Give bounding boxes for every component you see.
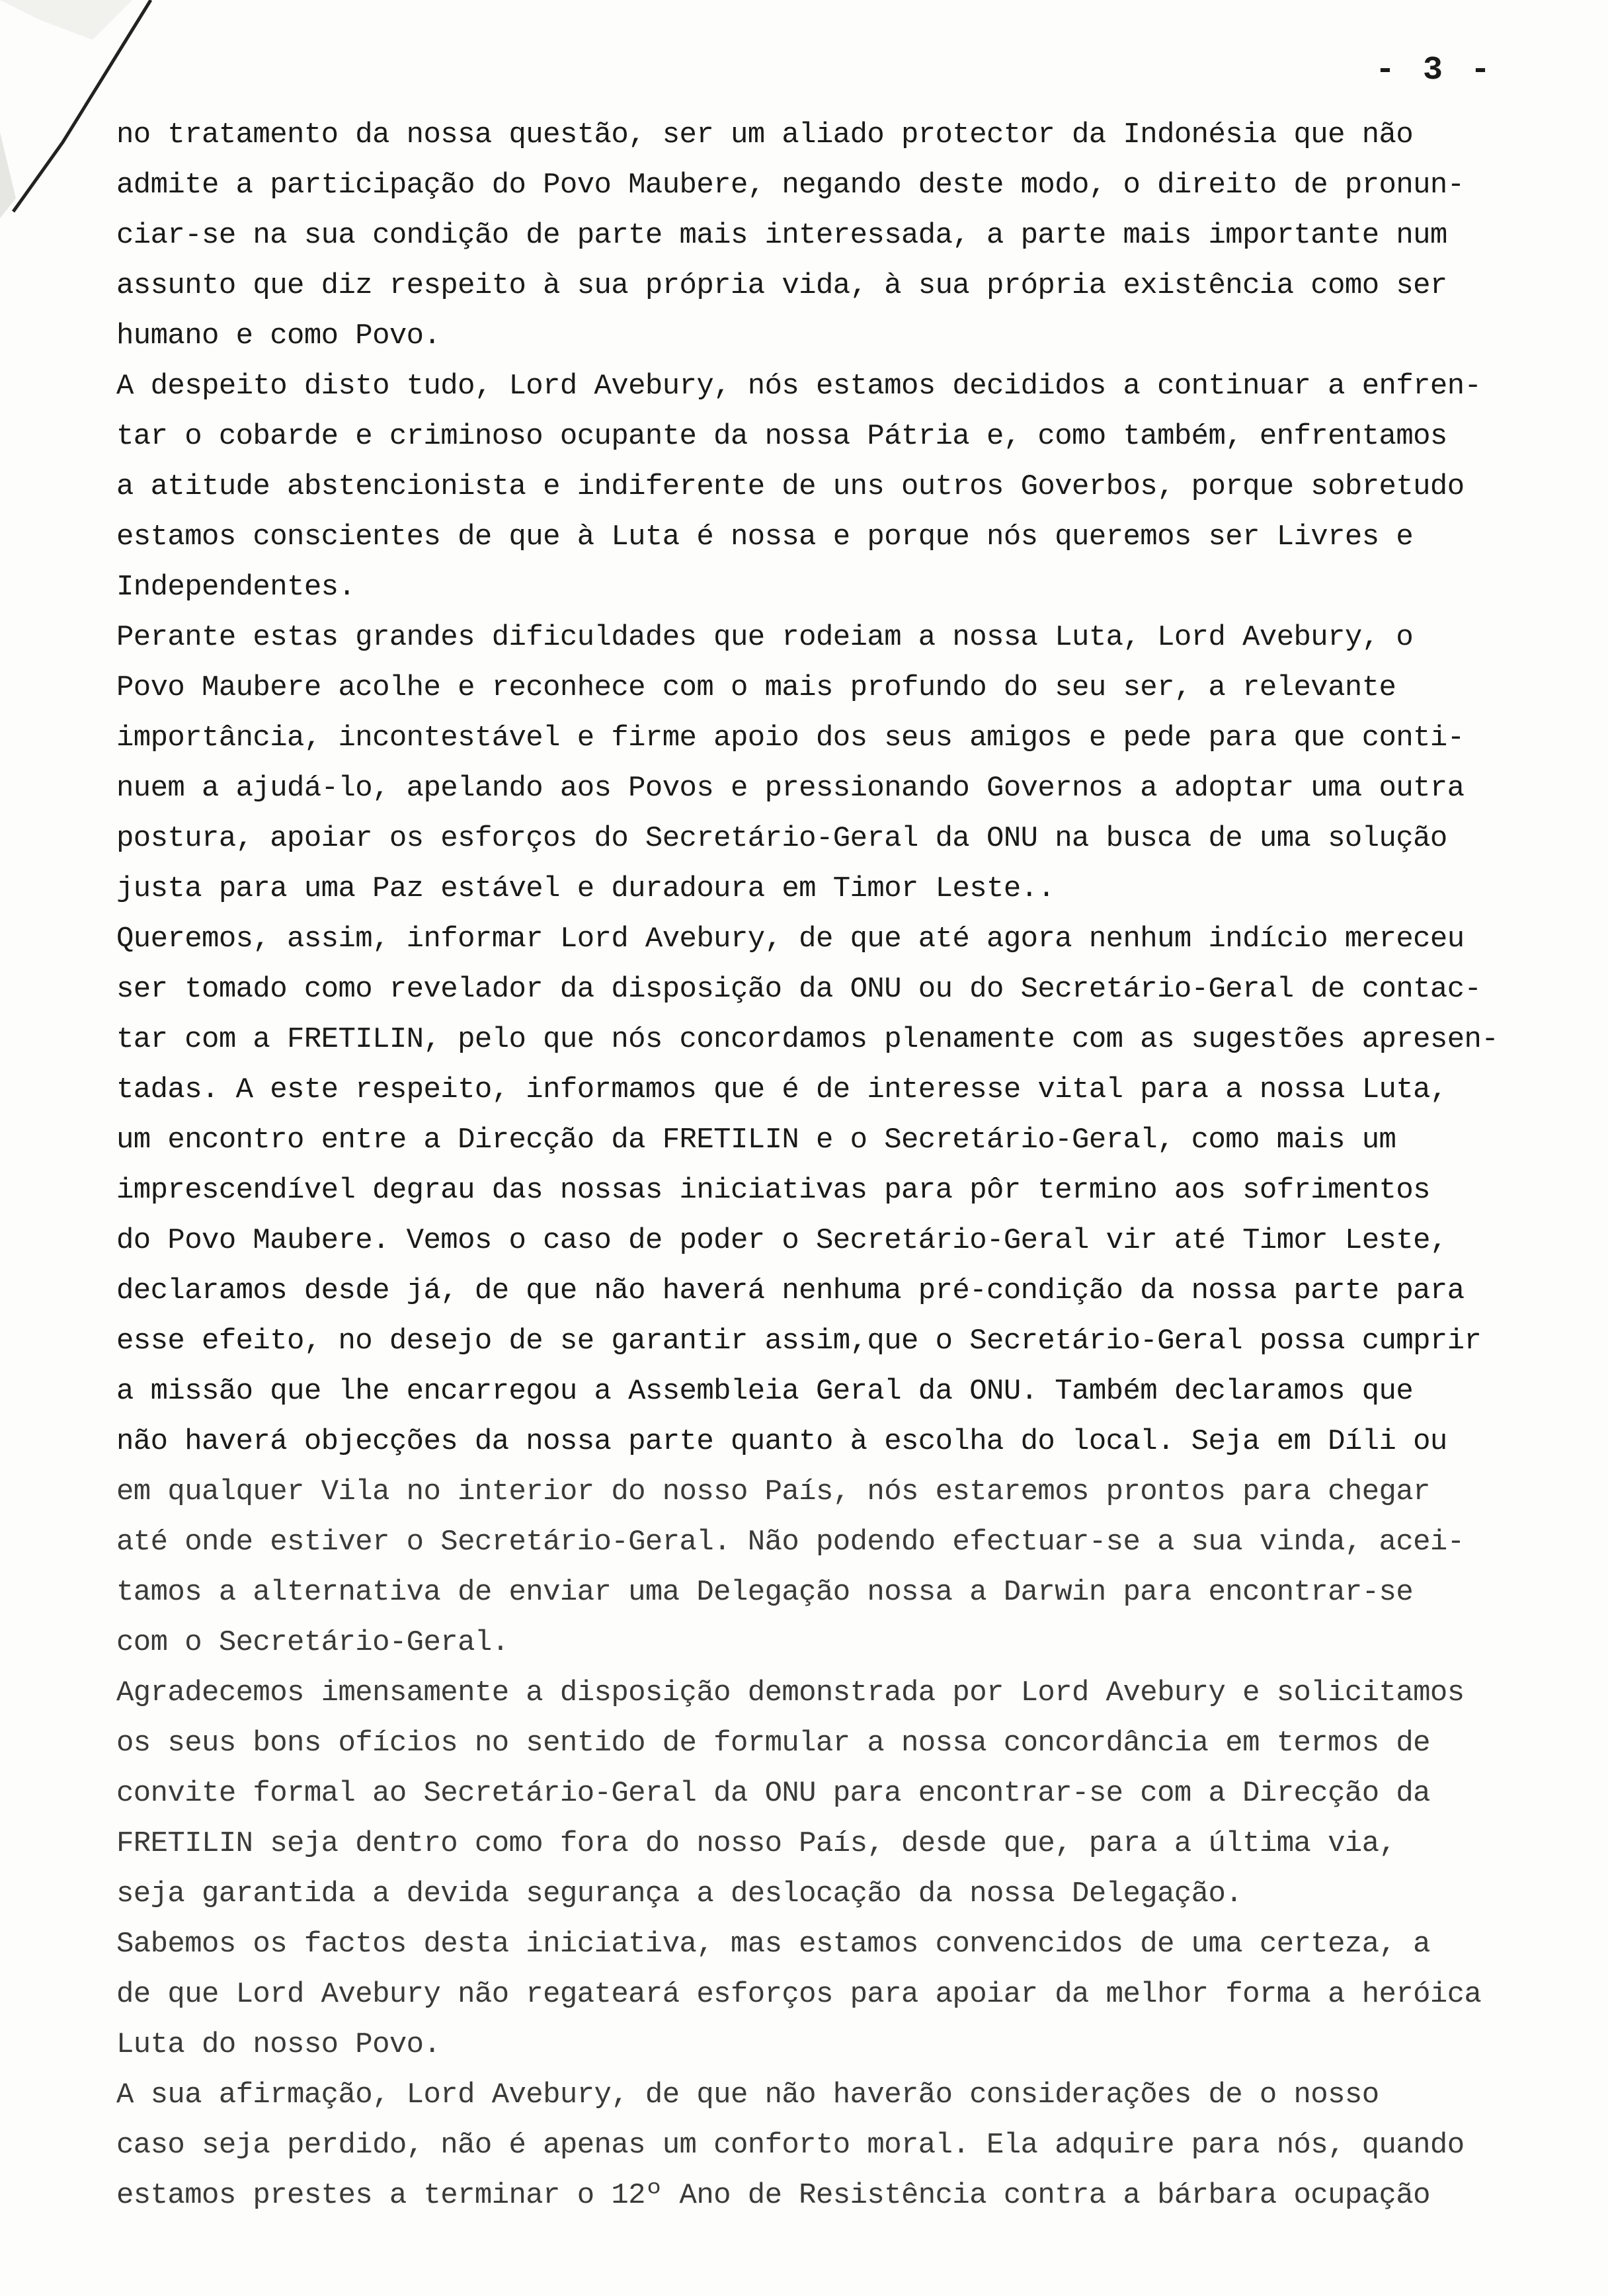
text-line: seja garantida a devida segurança a deslocação da nossa Delegação. xyxy=(116,1877,1243,1910)
text-line: tar o cobarde e criminoso ocupante da nossa Pátria e, como também, enfrentamos xyxy=(116,420,1447,453)
text-line: A despeito disto tudo, Lord Avebury, nós estamos decididos a continuar a enfren- xyxy=(116,370,1482,403)
text-line: caso seja perdido, não é apenas um conforto moral. Ela adquire para nós, quando xyxy=(116,2129,1465,2162)
text-line: imprescendível degrau das nossas iniciativas para pôr termino aos sofrimentos xyxy=(116,1174,1430,1207)
text-line: Sabemos os factos desta iniciativa, mas estamos convencidos de uma certeza, a xyxy=(116,1928,1430,1961)
text-line: os seus bons ofícios no sentido de formular a nossa concordância em termos de xyxy=(116,1727,1430,1760)
text-line: não haverá objecções da nossa parte quanto à escolha do local. Seja em Díli ou xyxy=(116,1425,1447,1458)
text-line: tamos a alternativa de enviar uma Delegação nossa a Darwin para encontrar-se xyxy=(116,1576,1414,1609)
page-number: - 3 - xyxy=(1375,52,1495,89)
text-line: justa para uma Paz estável e duradoura em Timor Leste.. xyxy=(116,872,1055,905)
text-line: a missão que lhe encarregou a Assembleia Geral da ONU. Também declaramos que xyxy=(116,1375,1414,1408)
text-line: estamos conscientes de que à Luta é nossa e porque nós queremos ser Livres e xyxy=(116,520,1414,554)
text-line: estamos prestes a terminar o 12º Ano de Resistência contra a bárbara ocupação xyxy=(116,2179,1430,2212)
text-line: no tratamento da nossa questão, ser um aliado protector da Indonésia que não xyxy=(116,118,1414,151)
text-line: um encontro entre a Direcção da FRETILIN e o Secretário-Geral, como mais um xyxy=(116,1124,1396,1157)
text-line: do Povo Maubere. Vemos o caso de poder o Secretário-Geral vir até Timor Leste, xyxy=(116,1224,1447,1257)
text-line: FRETILIN seja dentro como fora do nosso País, desde que, para a última via, xyxy=(116,1827,1396,1860)
text-line: em qualquer Vila no interior do nosso País, nós estaremos prontos para chegar xyxy=(116,1475,1430,1508)
text-line: Independentes. xyxy=(116,571,356,604)
text-line: humano e como Povo. xyxy=(116,319,441,352)
text-line: até onde estiver o Secretário-Geral. Não podendo efectuar-se a sua vinda, acei- xyxy=(116,1526,1465,1559)
text-line: admite a participação do Povo Maubere, negando deste modo, o direito de pronun- xyxy=(116,169,1465,202)
text-line: Povo Maubere acolhe e reconhece com o mais profundo do seu ser, a relevante xyxy=(116,671,1396,704)
text-line: tar com a FRETILIN, pelo que nós concordamos plenamente com as sugestões apresen- xyxy=(116,1023,1499,1056)
text-line: de que Lord Avebury não regateará esforços para apoiar da melhor forma a heróica xyxy=(116,1978,1482,2011)
text-line: Perante estas grandes dificuldades que rodeiam a nossa Luta, Lord Avebury, o xyxy=(116,621,1414,654)
text-line: nuem a ajudá-lo, apelando aos Povos e pressionando Governos a adoptar uma outra xyxy=(116,772,1465,805)
text-line: ser tomado como revelador da disposição da ONU ou do Secretário-Geral de contac- xyxy=(116,973,1482,1006)
text-line: convite formal ao Secretário-Geral da ONU para encontrar-se com a Direcção da xyxy=(116,1777,1430,1810)
letter-body xyxy=(116,110,1499,2221)
text-line: A sua afirmação, Lord Avebury, de que não haverão considerações de o nosso xyxy=(116,2078,1379,2112)
text-line: postura, apoiar os esforços do Secretário-Geral da ONU na busca de uma solução xyxy=(116,822,1447,855)
text-line: Queremos, assim, informar Lord Avebury, de que até agora nenhum indício mereceu xyxy=(116,922,1465,956)
text-line: Luta do nosso Povo. xyxy=(116,2028,441,2061)
text-line: assunto que diz respeito à sua própria vida, à sua própria existência como ser xyxy=(116,269,1447,302)
text-line: com o Secretário-Geral. xyxy=(116,1626,509,1659)
text-line: declaramos desde já, de que não haverá nenhuma pré-condição da nossa parte para xyxy=(116,1274,1465,1307)
text-line: a atitude abstencionista e indiferente de uns outros Goverbos, porque sobretudo xyxy=(116,470,1465,503)
text-line: importância, incontestável e firme apoio dos seus amigos e pede para que conti- xyxy=(116,721,1465,755)
text-line: esse efeito, no desejo de se garantir assim,que o Secretário-Geral possa cumprir xyxy=(116,1325,1482,1358)
text-line: tadas. A este respeito, informamos que é de interesse vital para a nossa Luta, xyxy=(116,1073,1447,1106)
text-line: ciar-se na sua condição de parte mais interessada, a parte mais importante num xyxy=(116,219,1447,252)
text-line: Agradecemos imensamente a disposição demonstrada por Lord Avebury e solicitamos xyxy=(116,1676,1465,1709)
